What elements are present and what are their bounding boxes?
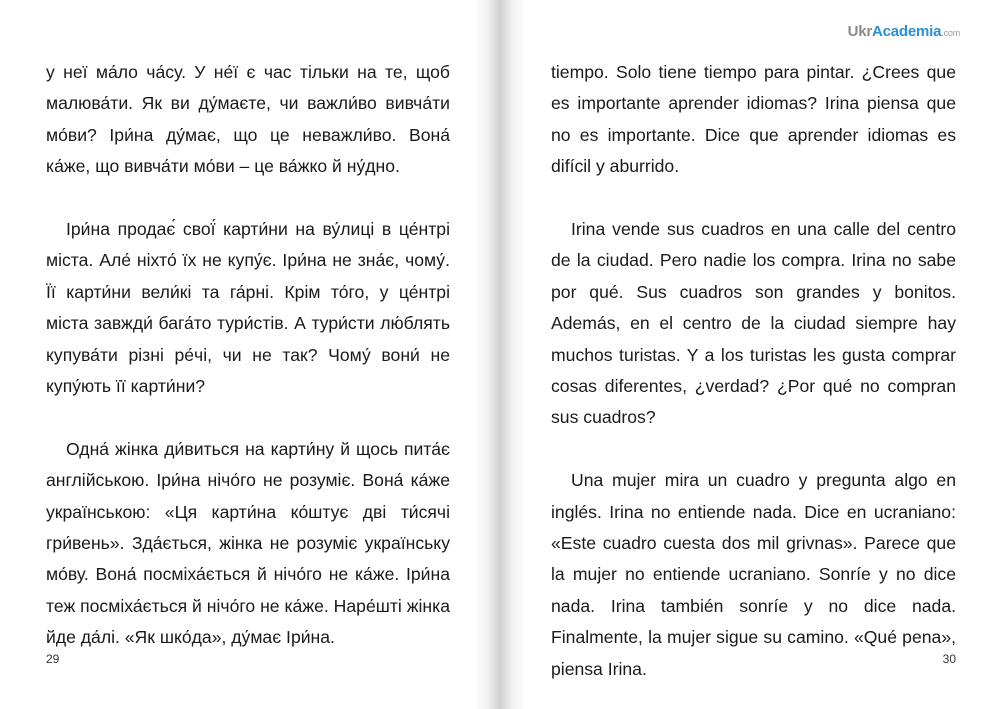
paragraph: Una mujer mira un cuadro y pregunta algo en inglés. Irina no entiende nada. Dice en ucraniano: «Este cuadro cuesta dos mil grivnas». Parece que la mujer no entiende ucraniano. Sonríe y no dice nada. Irina también sonríe y no dice nada. Finalmente, la mujer sigue su camino. «Qué pena», piensa Irina. (551, 470, 956, 679)
paragraph: Іри́на продає́ свої́ карти́ни на ву́лиці в це́нтрі міста. Але́ ніхто́ їх не купу́є. Іри́на не зна́є, чому́. Її карти́ни вели́кі та га́рні. Крім то́го, у це́нтрі міста завжди́ бага́то тури́стів. А тури́сти лю́блять купува́ти різні ре́чі, чи не так? Чому́ вони́ не купу́ють її карти́ни? (46, 219, 450, 397)
paragraph: Irina vende sus cuadros en una calle del centro de la ciudad. Pero nadie los compra. Irina no sabe por qué. Sus cuadros son grandes y bonitos. Además, en el centro de la ciudad siempre hay muchos turistas. Y a los turistas les gusta comprar cosas diferentes, ¿verdad? ¿Por qué no compran sus cuadros? (551, 219, 956, 428)
page-number: 30 (942, 652, 956, 666)
gutter-shadow (474, 0, 500, 709)
logo-part-ukr: Ukr (847, 23, 873, 40)
ukrainian-text (46, 57, 450, 654)
page-number: 29 (46, 652, 60, 666)
spanish-text (551, 57, 956, 685)
paragraph: Одна́ жінка ди́виться на карти́ну й щось пита́є англійською. Іри́на нічо́го не розуміє. Вона́ ка́же українською: «Ця карти́на ко́штує дві ти́сячі гри́вень». Зда́ється, жінка не розуміє українську мо́ву. Вона́ посміха́ється й нічо́го не ка́же. Іри́на теж посміха́ється й нічо́го не ка́же. Наре́шті жінка йде да́лі. «Як шко́да», ду́має Іри́на. (46, 438, 450, 648)
gutter-shadow (500, 0, 526, 709)
right-page (500, 0, 1000, 709)
paragraph: у неї ма́ло ча́су. У не́ї є час тільки на те, щоб малюва́ти. Як ви ду́маєте, чи важли́во вивча́ти мо́ви? Іри́на ду́має, що це неважли́во. Вона́ ка́же, що вивча́ти мо́ви – це ва́жко й ну́дно. (46, 62, 450, 177)
site-logo (848, 23, 960, 40)
logo-part-academia: Academia (872, 23, 942, 40)
logo-part-domain: .com (941, 28, 960, 38)
paragraph: tiempo. Solo tiene tiempo para pintar. ¿Crees que es importante aprender idiomas? Irina piensa que no es importante. Dice que aprender idiomas es difícil y aburrido. (551, 62, 956, 177)
